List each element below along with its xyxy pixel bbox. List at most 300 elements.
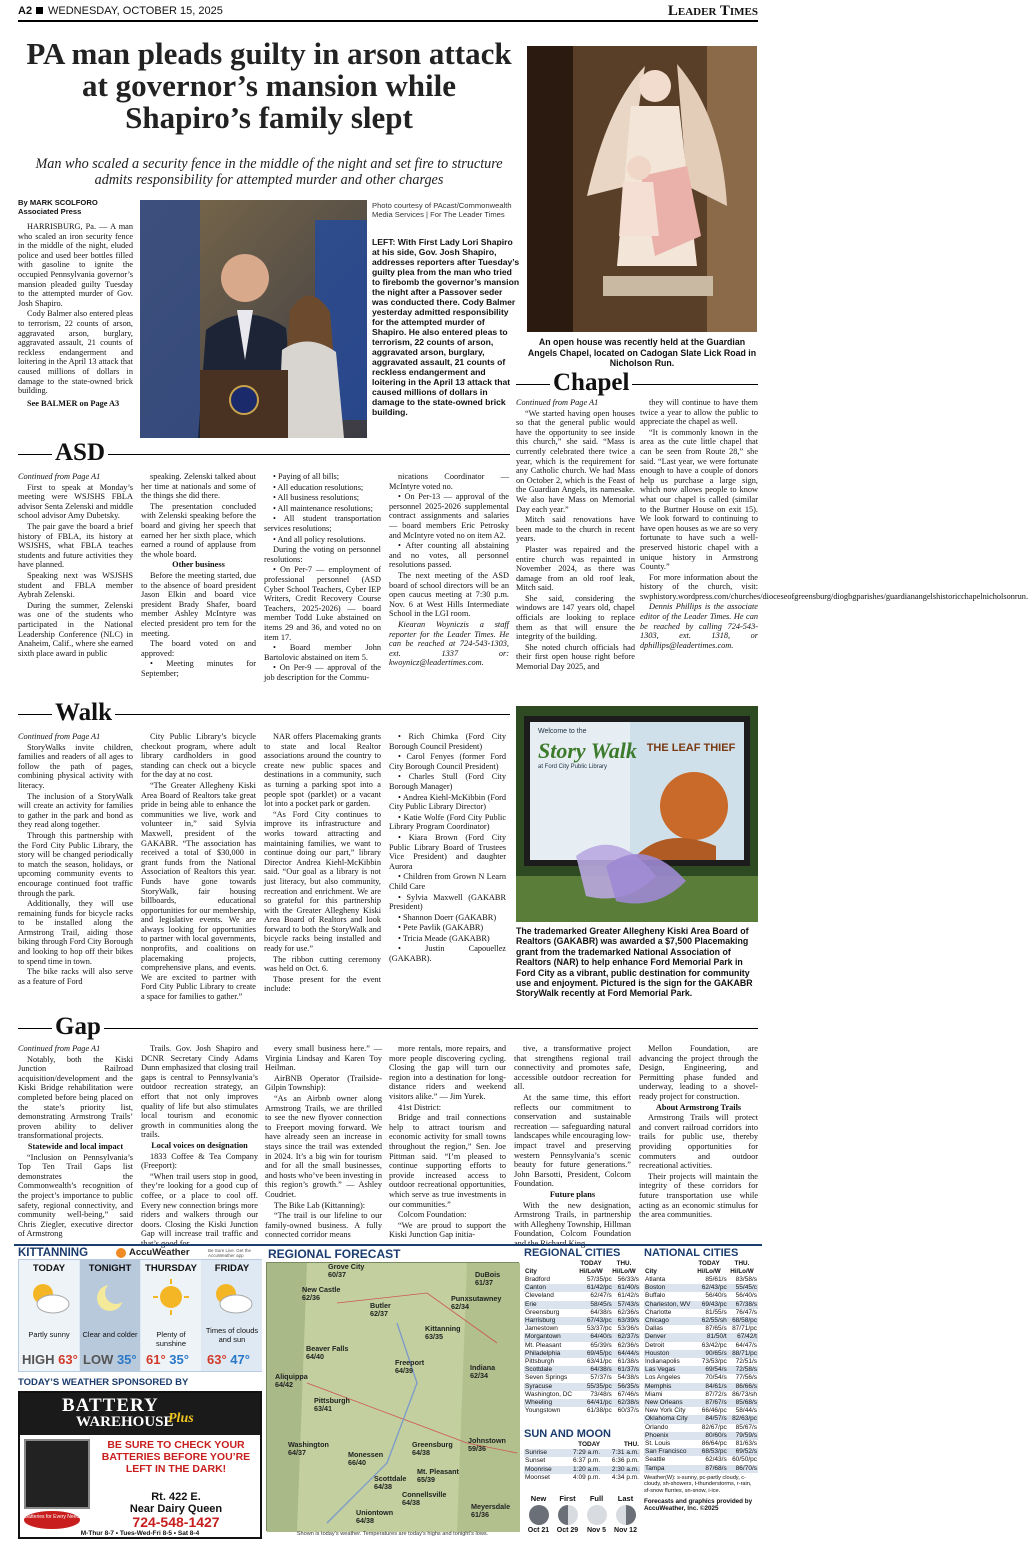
- national-title: NATIONAL CITIES: [644, 1247, 739, 1259]
- clear-night-icon: [92, 1280, 128, 1316]
- today-forecast: 62/55/sh: [701, 1317, 727, 1325]
- continued-label: Continued from Page A1: [18, 1044, 101, 1053]
- today-forecast: 73/53/pc: [701, 1358, 727, 1366]
- national-cities: [644, 1247, 758, 1513]
- thu-forecast: 86/70/s: [735, 1464, 757, 1472]
- lead-headline: PA man pleads guilty in arson attack at governor’s mansion while Shapiro’s family slept: [26, 36, 512, 135]
- paragraph: “The Greater Allegheny Kiski Area Board of Realtors take great pride in being able to enhance the communities we live, work and volunteer in,” said Sylvia Maxwell, president of the GAKABR. “The association has received a total of $30,000 in grant funds from the National Association of Realtors this year. Funds have gone towards StoryWalk, fair housing billboards, educational opportunities for our membership, and legislative events. We are always looking for opportunities to partner with local governments, nonprofits, and coalitions on placemaking projects, comprehensive plans, and events. We are excited to partner with Ford City Public Library to create a space for families to gather.”: [141, 780, 256, 1002]
- today-forecast: 80/60/s: [705, 1431, 727, 1439]
- paragraph: Those present for the event include:: [264, 974, 381, 994]
- author-tagline: Dennis Phillips is the associate editor of the Leader Times. He can be reached by calling 724-543-1303, ext. 1318, or dphillips@leadertimes.com.: [640, 602, 758, 650]
- walk-column-4: [389, 732, 506, 1010]
- section-title: ASD: [52, 440, 108, 466]
- city-name: Orlando: [645, 1423, 669, 1431]
- map-city-greensburg: [412, 1441, 453, 1457]
- today-forecast: 82/67/pc: [701, 1423, 727, 1431]
- today-forecast: 73/48/s: [590, 1390, 612, 1398]
- map-city-temps: 64/40: [306, 1352, 324, 1361]
- gap-column-5: [514, 1044, 631, 1250]
- sunmoon-col-head: TODAY: [578, 1441, 601, 1448]
- paragraph: more rentals, more repairs, and more people discovering cycling. Closing the gap will turn our region into a destination for long-distance riders and weekend visitors alike.” — Jim Yurek.: [389, 1044, 506, 1101]
- section-label-chapel: [516, 369, 758, 396]
- city-name: Buffalo: [645, 1292, 666, 1300]
- sun-and-moon: [524, 1428, 640, 1540]
- paragraph: The inclusion of a StoryWalk will create an activity for families to gather in the park and bond as they read along together.: [18, 791, 133, 830]
- today-forecast: 65/39/s: [590, 1341, 612, 1349]
- national-row: [644, 1292, 758, 1300]
- map-city-uniontown: [356, 1509, 393, 1525]
- weather-divider: [14, 1244, 762, 1246]
- national-row: [644, 1399, 758, 1407]
- gap-column-2: [141, 1044, 258, 1250]
- city-name: Dallas: [645, 1325, 664, 1333]
- national-row: [644, 1383, 758, 1391]
- paragraph: • Board member John Bartolovic abstained on item 5.: [264, 643, 381, 662]
- thu-forecast: 62/36/s: [617, 1341, 639, 1349]
- thu-forecast: 53/36/s: [617, 1325, 639, 1333]
- city-name: Philadelphia: [525, 1349, 561, 1357]
- today-forecast: 61/42/pc: [586, 1284, 612, 1292]
- thu-forecast: 54/38/s: [617, 1374, 639, 1382]
- paragraph: Their projects will maintain the integrity of these corridors for future transportation use while acting as an economic stimulus for the area communities.: [639, 1171, 758, 1220]
- city-name: Bradford: [525, 1276, 550, 1283]
- regional-row: [524, 1276, 640, 1284]
- national-row: [644, 1301, 758, 1309]
- map-city-temps: 62/37: [370, 1309, 388, 1318]
- paragraph: • Tricia Meade (GAKABR): [398, 933, 490, 943]
- national-row: [644, 1456, 758, 1464]
- forecast-days: [18, 1259, 262, 1372]
- event-time: 6:36 p.m.: [611, 1457, 639, 1465]
- moon-icon: [587, 1505, 607, 1525]
- map-city-name: Connellsville: [402, 1490, 447, 1499]
- city-name: Charleston, WV: [645, 1300, 691, 1308]
- city-name: New Orleans: [645, 1399, 683, 1407]
- high-label: HIGH: [22, 1352, 55, 1367]
- map-city-butler: [370, 1302, 391, 1318]
- paragraph: HARRISBURG, Pa. — A man who scaled an iron security fence in the middle of the night, eluded police and used beer bottles filled with gasoline to ignite the occupied Pennsylvania governor’s mansion pleaded guilty Tuesday to the attempted murder of Gov. Josh Shapiro.: [18, 222, 133, 308]
- low-tonight: [83, 1352, 137, 1367]
- regional-row: [524, 1407, 640, 1415]
- thu-forecast: 63/39/s: [617, 1317, 639, 1325]
- chapel-photo-caption: An open house was recently held at the Guardian Angels Chapel, located on Cadogan Slate Lick Road in Nicholson Run.: [527, 337, 757, 368]
- regional-row: [524, 1366, 640, 1374]
- local-forecast: [18, 1247, 262, 1539]
- paragraph: • Carol Fenyes (former Ford City Borough Council President): [389, 752, 506, 771]
- phase-date: Oct 29: [556, 1527, 579, 1534]
- condition-tonight: Clear and colder: [82, 1330, 138, 1339]
- sunmoon-table: [524, 1441, 640, 1482]
- walk-column-2: [141, 732, 256, 1010]
- photo-storywalk-sign: [516, 706, 758, 922]
- event-time: 4:09 p.m.: [573, 1473, 601, 1481]
- lead-dek: Man who scaled a security fence in the middle of the night and set fire to structure admits responsibility for attempted murder and other charges: [35, 156, 503, 188]
- today-forecast: 63/41/pc: [586, 1358, 612, 1366]
- section-title: Gap: [52, 1014, 104, 1040]
- map-city-name: Kittanning: [425, 1324, 461, 1333]
- city-name: Tampa: [645, 1464, 665, 1472]
- national-row: [644, 1465, 758, 1473]
- regional-row: [524, 1399, 640, 1407]
- today-forecast: 69/43/pc: [701, 1300, 727, 1308]
- event-time: 1:20 a.m.: [573, 1465, 601, 1473]
- photo-credit: Photo courtesy of PAcast/Commonwealth Media Services | For The Leader Times: [372, 201, 512, 219]
- city-name: Greensburg: [525, 1308, 560, 1316]
- today-forecast: 57/35/pc: [586, 1276, 612, 1283]
- today-forecast: 85/61/s: [705, 1276, 727, 1283]
- sunmoon-row: [524, 1449, 640, 1457]
- city-name: Morgantown: [525, 1333, 561, 1341]
- city-name: Wheeling: [525, 1399, 553, 1407]
- paragraph: Plaster was repaired and the entire church was repainted in November 2024, as there was damage from an old roof leak, Mitch said.: [516, 544, 635, 593]
- section-title: Walk: [52, 700, 115, 726]
- today-forecast: 64/41/pc: [586, 1399, 612, 1407]
- sunny-icon: [153, 1278, 189, 1316]
- today-forecast: 62/47/s: [590, 1292, 612, 1300]
- national-row: [644, 1350, 758, 1358]
- thu-forecast: 56/40/s: [735, 1292, 757, 1300]
- regional-table: [524, 1276, 640, 1415]
- accuweather-tagline: Be Sure Live. Get the AccuWeather app: [208, 1248, 252, 1258]
- paragraph: First to speak at Monday’s meeting were WSJSHS FBLA advisor Senta Zelenski and middle school advisor Amy Dubetsky.: [18, 482, 133, 521]
- paragraph: • All maintenance resolutions;: [273, 503, 373, 513]
- walk-column-3: [264, 732, 381, 1010]
- regional-forecast: [266, 1247, 519, 1539]
- phase-date: Nov 12: [614, 1527, 637, 1534]
- map-city-temps: 62/36: [302, 1293, 320, 1302]
- event-name: Sunset: [525, 1457, 546, 1465]
- issue-date: WEDNESDAY, OCTOBER 15, 2025: [48, 5, 223, 17]
- paragraph: The pair gave the board a brief history of FBLA, its history at WSJSHS, what FBLA teaches students and future activities they have planned.: [18, 521, 133, 570]
- paragraph: • All student transportation services resolutions;: [264, 514, 381, 533]
- city-name: Washington, DC: [525, 1390, 573, 1398]
- map-city-temps: 63/41: [314, 1404, 332, 1413]
- paragraph: Trails. Gov. Josh Shapiro and DCNR Secretary Cindy Adams Dunn emphasized that closing trail gaps is central to Pennsylvania’s outdoor recreation strategy, an effort that not only improves quality of life but also stimulates local tourism and economic growth in communities along the trails.: [141, 1044, 258, 1140]
- paragraph: “The trail is our lifeline to our family-owned business. A fully connected corridor means: [265, 1211, 382, 1240]
- paragraph: • And all policy resolutions.: [273, 534, 366, 544]
- moon-icon: [529, 1505, 549, 1525]
- condition-friday: Times of clouds and sun: [205, 1326, 259, 1344]
- map-city-temps: 64/38: [402, 1498, 420, 1507]
- condition-thursday: Plenty of sunshine: [155, 1330, 187, 1348]
- sunmoon-col-head: THU.: [623, 1441, 639, 1448]
- asd-column-3: [264, 472, 381, 694]
- regional-row: [524, 1325, 640, 1333]
- paragraph: • On Per-9 — approval of the job description for the Commu-: [264, 663, 381, 682]
- map-city-name: Uniontown: [356, 1508, 394, 1517]
- today-forecast: 84/57/s: [705, 1415, 727, 1423]
- event-name: Sunrise: [525, 1449, 548, 1457]
- thu-forecast: 60/50/pc: [732, 1456, 757, 1464]
- city-name: Indianapolis: [645, 1358, 680, 1366]
- regional-row: [524, 1301, 640, 1309]
- map-city-name: Meyersdale: [471, 1502, 511, 1511]
- national-row: [644, 1415, 758, 1423]
- map-city-name: Washington: [288, 1440, 329, 1449]
- map-city-temps: 64/38: [356, 1516, 374, 1525]
- national-row: [644, 1391, 758, 1399]
- city-name: Syracuse: [525, 1382, 553, 1390]
- map-city-name: Butler: [370, 1301, 391, 1310]
- event-name: Moonrise: [525, 1465, 552, 1473]
- paragraph: Colcom Foundation:: [398, 1210, 467, 1220]
- partly-sunny-icon: [27, 1280, 71, 1316]
- subhead: Local voices on designation: [151, 1140, 248, 1150]
- paragraph: • Justin Capouellez (GAKABR).: [389, 944, 506, 964]
- sponsor-heading: TODAY’S WEATHER SPONSORED BY: [18, 1377, 189, 1388]
- city-name: San Francisco: [645, 1448, 687, 1456]
- weather-legend: Weather(W): s-sunny, pc-partly cloudy, c-cloudy, sh-showers, t-thunderstorms, r-rain, sf-snow flurries, sn-snow, i-ice.: [644, 1474, 752, 1495]
- ad-phone[interactable]: 724-548-1427: [132, 1514, 220, 1530]
- event-name: Moonset: [525, 1473, 550, 1481]
- map-city-aliquippa: [275, 1373, 308, 1389]
- city-name: Pittsburgh: [525, 1358, 555, 1366]
- paragraph: Speaking next was WSJSHS student and FBLA member Aybrah Zelenski.: [18, 570, 133, 600]
- city-name: New York City: [645, 1407, 686, 1415]
- today-forecast: 55/35/pc: [586, 1382, 612, 1390]
- sign-title: Story Walk: [538, 738, 637, 763]
- map-city-name: Johnstown: [468, 1436, 506, 1445]
- city-name: Chicago: [645, 1317, 669, 1325]
- paragraph: tive, a transformative project that strengthens regional trail connectivity and promotes safe, accessible outdoor recreation for all.: [514, 1044, 631, 1092]
- map-city-name: Monessen: [348, 1450, 384, 1459]
- photo-angel-statue: [527, 46, 757, 332]
- today-forecast: 81/55/s: [705, 1308, 727, 1316]
- paragraph: • Rich Chimka (Ford City Borough Council President): [389, 732, 506, 751]
- paragraph: • On Per-7 — employment of professional personnel (ASD Cyber School Teachers, Cyber IEP Writers, Credit Recovery Course Teachers, 2025-2026) — board member Todd Luke abstained on items 29 and 36, and voted no on item 17.: [264, 565, 381, 642]
- thu-forecast: 85/68/s: [735, 1399, 757, 1407]
- city-name: Miami: [645, 1390, 663, 1398]
- section-title: Chapel: [550, 370, 632, 396]
- paragraph: “We are proud to support the Kiski Junction Gap initia-: [389, 1220, 506, 1240]
- today-forecast: 62/43/pc: [701, 1284, 727, 1292]
- thu-low: 35°: [169, 1352, 189, 1367]
- map-city-washington: [288, 1441, 329, 1457]
- thu-forecast: 64/44/s: [617, 1349, 639, 1357]
- map-city-temps: 64/38: [374, 1482, 392, 1491]
- thu-forecast: 55/45/c: [735, 1284, 757, 1292]
- map-city-temps: 61/36: [471, 1510, 489, 1519]
- thu-forecast: 67/38/s: [735, 1300, 757, 1308]
- friday-temps: [207, 1352, 250, 1367]
- city-name: Canton: [525, 1284, 546, 1292]
- thu-forecast: 76/47/s: [735, 1308, 757, 1316]
- city-name: Las Vegas: [645, 1366, 676, 1374]
- today-forecast: 56/40/s: [705, 1292, 727, 1300]
- chapel-column-2: [640, 398, 1028, 694]
- national-row: [644, 1333, 758, 1341]
- today-forecast: 68/53/pc: [701, 1448, 727, 1456]
- lead-article: [18, 198, 133, 440]
- thu-forecast: 60/37/s: [617, 1407, 639, 1415]
- sunmoon-title: SUN AND MOON: [524, 1428, 611, 1440]
- moon-phase-new: [524, 1494, 553, 1534]
- paragraph: • All business resolutions;: [273, 493, 360, 503]
- gap-column-3: [265, 1044, 382, 1250]
- paragraph: • Paying of all bills;: [273, 472, 340, 481]
- map-city-temps: 61/37: [475, 1278, 493, 1287]
- author-tagline: Kiearan Woyniczis a staff reporter for the Leader Times. He can be reached at 724-543-1303, ext. 1337 or: kwoynicz@leadertimes.com.: [389, 619, 509, 668]
- chapel-column-1: [516, 398, 635, 694]
- ad-message: BE SURE TO CHECK YOUR BATTERIES BEFORE YOU’RE LEFT IN THE DARK!: [101, 1439, 251, 1475]
- paragraph: The Bike Lab (Kittanning):: [274, 1200, 366, 1210]
- thu-forecast: 72/51/s: [735, 1358, 757, 1366]
- paragraph: Additionally, they will use remaining funds for bicycle racks to be installed along the Armstrong Trail, aiding those biking through Ford City Borough and looking to hop off their bikes to spend time in town.: [18, 899, 133, 966]
- today-forecast: 64/38/s: [590, 1366, 612, 1374]
- regional-row: [524, 1342, 640, 1350]
- regional-row: [524, 1333, 640, 1341]
- national-row: [644, 1358, 758, 1366]
- ad-name-2: WAREHOUSE: [76, 1414, 174, 1430]
- regional-row: [524, 1358, 640, 1366]
- map-city-scottdale: [374, 1475, 406, 1491]
- today-forecast: 63/42/pc: [701, 1341, 727, 1349]
- city-name: Erie: [525, 1300, 537, 1308]
- map-city-name: Beaver Falls: [306, 1344, 349, 1353]
- thu-forecast: 72/58/s: [735, 1366, 757, 1374]
- col-thu: THU. Hi/Lo/W: [730, 1260, 754, 1275]
- thu-forecast: 61/40/s: [617, 1284, 639, 1292]
- thu-forecast: 67/42/t: [737, 1333, 757, 1341]
- thu-forecast: 61/38/s: [617, 1358, 639, 1366]
- today-forecast: 64/40/s: [590, 1333, 612, 1341]
- paragraph: • Katie Wolfe (Ford City Public Library Program Coordinator): [389, 812, 506, 832]
- today-forecast: 84/61/s: [705, 1382, 727, 1390]
- governor-photo-image: [140, 200, 367, 438]
- paragraph: “As an Airbnb owner along Armstrong Trails, we are thrilled to see the new flyover connection to Freeport moving forward. We have already seen an increase in stays since the trail was extended in 2024. It’s a big win for tourism and for all the small businesses, and hosts who’ve been investing in this region’s growth.” — Ashley Coudriet.: [265, 1093, 382, 1199]
- col-today: TODAY Hi/Lo/W: [579, 1260, 603, 1275]
- jump-line[interactable]: See BALMER on Page A3: [27, 398, 120, 408]
- map-city-name: Indiana: [470, 1363, 496, 1372]
- map-city-name: New Castle: [302, 1285, 341, 1294]
- paragraph: The bike racks will also serve as a feature of Ford: [18, 967, 133, 986]
- paragraph: • Children from Grown N Learn Child Care: [389, 872, 506, 891]
- map-city-indiana: [470, 1364, 495, 1380]
- event-time: 7:29 a.m.: [573, 1449, 601, 1457]
- weather-credit: Forecasts and graphics provided by AccuWeather, Inc. ©2025: [644, 1497, 753, 1513]
- thu-forecast: 56/33/s: [617, 1276, 639, 1283]
- map-city-temps: 65/39: [417, 1475, 435, 1484]
- today-forecast: 87/72/s: [705, 1390, 727, 1398]
- moon-icon: [558, 1505, 578, 1525]
- thu-forecast: 85/67/s: [735, 1423, 757, 1431]
- event-time: 7:31 a.m.: [611, 1449, 639, 1457]
- ad-address-1: Rt. 422 E.: [151, 1491, 201, 1503]
- map-city-temps: 64/37: [288, 1448, 306, 1457]
- subhead: Other business: [172, 560, 225, 570]
- phase-date: Nov 5: [586, 1527, 607, 1534]
- paragraph: For more information about the history of the church, visit: swphistory.wordpress.com/churches/dioceseofgreensburg/diogbgparishes/guardianangelshistoricchapelnicholsonrun.: [640, 572, 1028, 601]
- regional-row: [524, 1391, 640, 1399]
- sunmoon-row: [524, 1457, 640, 1465]
- map-city-temps: 62/34: [451, 1302, 469, 1311]
- paragraph: Mellon Foundation, are advancing the project through the Design, Engineering, and Permitting phase funded and underway, leading to a shovel-ready project for construction.: [639, 1044, 758, 1101]
- map-city-name: Aliquippa: [275, 1372, 308, 1381]
- map-city-johnstown: [468, 1437, 506, 1453]
- phase-name: New: [530, 1494, 547, 1503]
- thu-forecast: 81/63/s: [735, 1440, 757, 1448]
- phase-name: Full: [589, 1494, 604, 1503]
- walk-photo-caption: The trademarked Greater Allegheny Kiski Area Board of Realtors (GAKABR) was awarded a $7,500 Placemaking grant from the trademarked National Association of Realtors (NAR) to help enhance Ford Memorial Park in Ford City as a vibrant, public destination for community use and enjoyment. Pictured is the sign for the GAKABR StoryWalk recently at Ford Memorial Park.: [516, 926, 753, 999]
- thu-forecast: 88/71/pc: [732, 1349, 757, 1357]
- bullet-icon: [36, 7, 43, 14]
- national-row: [644, 1276, 758, 1284]
- moon-phase-first: [553, 1494, 582, 1534]
- paragraph: Notably, both the Kiski Junction Railroad acquisition/development and the Kiski Bridge rehabilitation were completed before being placed on the state’s priority list, demonstrating Armstrong Trails’ proven ability to deliver transformational projects.: [18, 1054, 133, 1141]
- regional-row: [524, 1292, 640, 1300]
- paragraph: Armstrong Trails will protect and convert railroad corridors into trails for public use, thereby providing opportunities for commuters and outdoor recreational activities.: [639, 1113, 758, 1171]
- map-city-name: Scottdale: [374, 1474, 407, 1483]
- section-label-gap: [18, 1013, 758, 1040]
- thu-forecast: 56/35/s: [617, 1382, 639, 1390]
- national-row: [644, 1374, 758, 1382]
- thu-forecast: 77/56/s: [735, 1374, 757, 1382]
- paragraph: • Andrea Kiehl-McKibbin (Ford City Public Library Director): [389, 792, 506, 812]
- national-row: [644, 1440, 758, 1448]
- city-name: Mt. Pleasant: [525, 1341, 562, 1349]
- walk-column-1: [18, 732, 133, 1010]
- map-city-monessen: [348, 1451, 383, 1467]
- thu-forecast: 86/73/sh: [732, 1390, 757, 1398]
- battery-warehouse-ad[interactable]: [18, 1391, 262, 1539]
- paragraph: “It is commonly known in the area as the cute little chapel that can be seen from Route 28,” she said. “Last year, we were fortunate enough to have a couple of donors help us purchase a large sign, which now allows people to know what our chapel is called (similar to the Burtner House on exit 15). We look forward to continuing to have open houses as we are so very fortunate to have such a well-preserved historic chapel with a unique history in Armstrong County.”: [640, 427, 758, 572]
- regional-row: [524, 1309, 640, 1317]
- national-row: [644, 1448, 758, 1456]
- national-row: [644, 1309, 758, 1317]
- regional-row: [524, 1374, 640, 1382]
- paragraph: With the new designation, Armstrong Trails, in partnership with Allegheny Township, Hillman Foundation, Colcom Foundation: [514, 1200, 631, 1239]
- thu-forecast: 69/52/s: [735, 1448, 757, 1456]
- sunmoon-row: [524, 1474, 640, 1482]
- thu-forecast: 61/37/s: [617, 1366, 639, 1374]
- high-today: [22, 1352, 78, 1367]
- paragraph: The presentation concluded with Zelenski speaking before the board and giving her speech that earned her her sixth place, which earned a round of applause from the whole board.: [141, 501, 256, 559]
- moon-icon: [616, 1505, 636, 1525]
- regional-cities: [524, 1247, 640, 1415]
- phase-name: Last: [617, 1494, 634, 1503]
- regional-row: [524, 1284, 640, 1292]
- paragraph: During the summer, Zelenski was one of the students who participated in the National Leadership Conference (NLC) in Anaheim, Calif., where she earned sixth place award in public: [18, 600, 133, 658]
- thu-forecast: 82/63/pc: [732, 1415, 757, 1423]
- paragraph: • After counting all abstaining and no votes, all personnel resolutions passed.: [389, 541, 509, 570]
- city-name: Charlotte: [645, 1308, 672, 1316]
- today-forecast: 90/65/s: [705, 1349, 727, 1357]
- asd-column-4: [389, 472, 509, 694]
- map-city-freeport: [395, 1359, 424, 1375]
- map-city-name: Greensburg: [412, 1440, 453, 1449]
- thu-forecast: 64/47/s: [735, 1341, 757, 1349]
- high-value: 63°: [58, 1352, 78, 1367]
- moon-phases: [524, 1494, 640, 1540]
- paragraph: Through this partnership with the Ford City Public Library, the story will be changed periodically to match the season, holidays, or upcoming community events to encourage continued foot traffic through the park.: [18, 830, 133, 898]
- map-city-mt-pleasant: [417, 1468, 459, 1484]
- map-city-beaver-falls: [306, 1345, 348, 1361]
- today-forecast: 61/38/pc: [586, 1407, 612, 1415]
- map-city-meyersdale: [471, 1503, 510, 1519]
- city-name: Boston: [645, 1284, 666, 1292]
- col-city: City: [525, 1268, 537, 1275]
- city-name: Jamestown: [525, 1325, 558, 1333]
- map-city-temps: 60/37: [328, 1270, 346, 1279]
- paragraph: The ribbon cutting ceremony was held on Oct. 6.: [264, 954, 381, 974]
- clouds-and-sun-icon: [210, 1280, 254, 1316]
- subhead: Statewide and local impact: [27, 1141, 124, 1151]
- sign-book-title: THE LEAF THIEF: [646, 742, 736, 754]
- paragraph: • Pete Pavlik (GAKABR): [398, 923, 484, 933]
- sunmoon-header-row: [524, 1441, 640, 1449]
- map-city-temps: 62/34: [470, 1371, 488, 1380]
- page-number: A2: [18, 5, 33, 17]
